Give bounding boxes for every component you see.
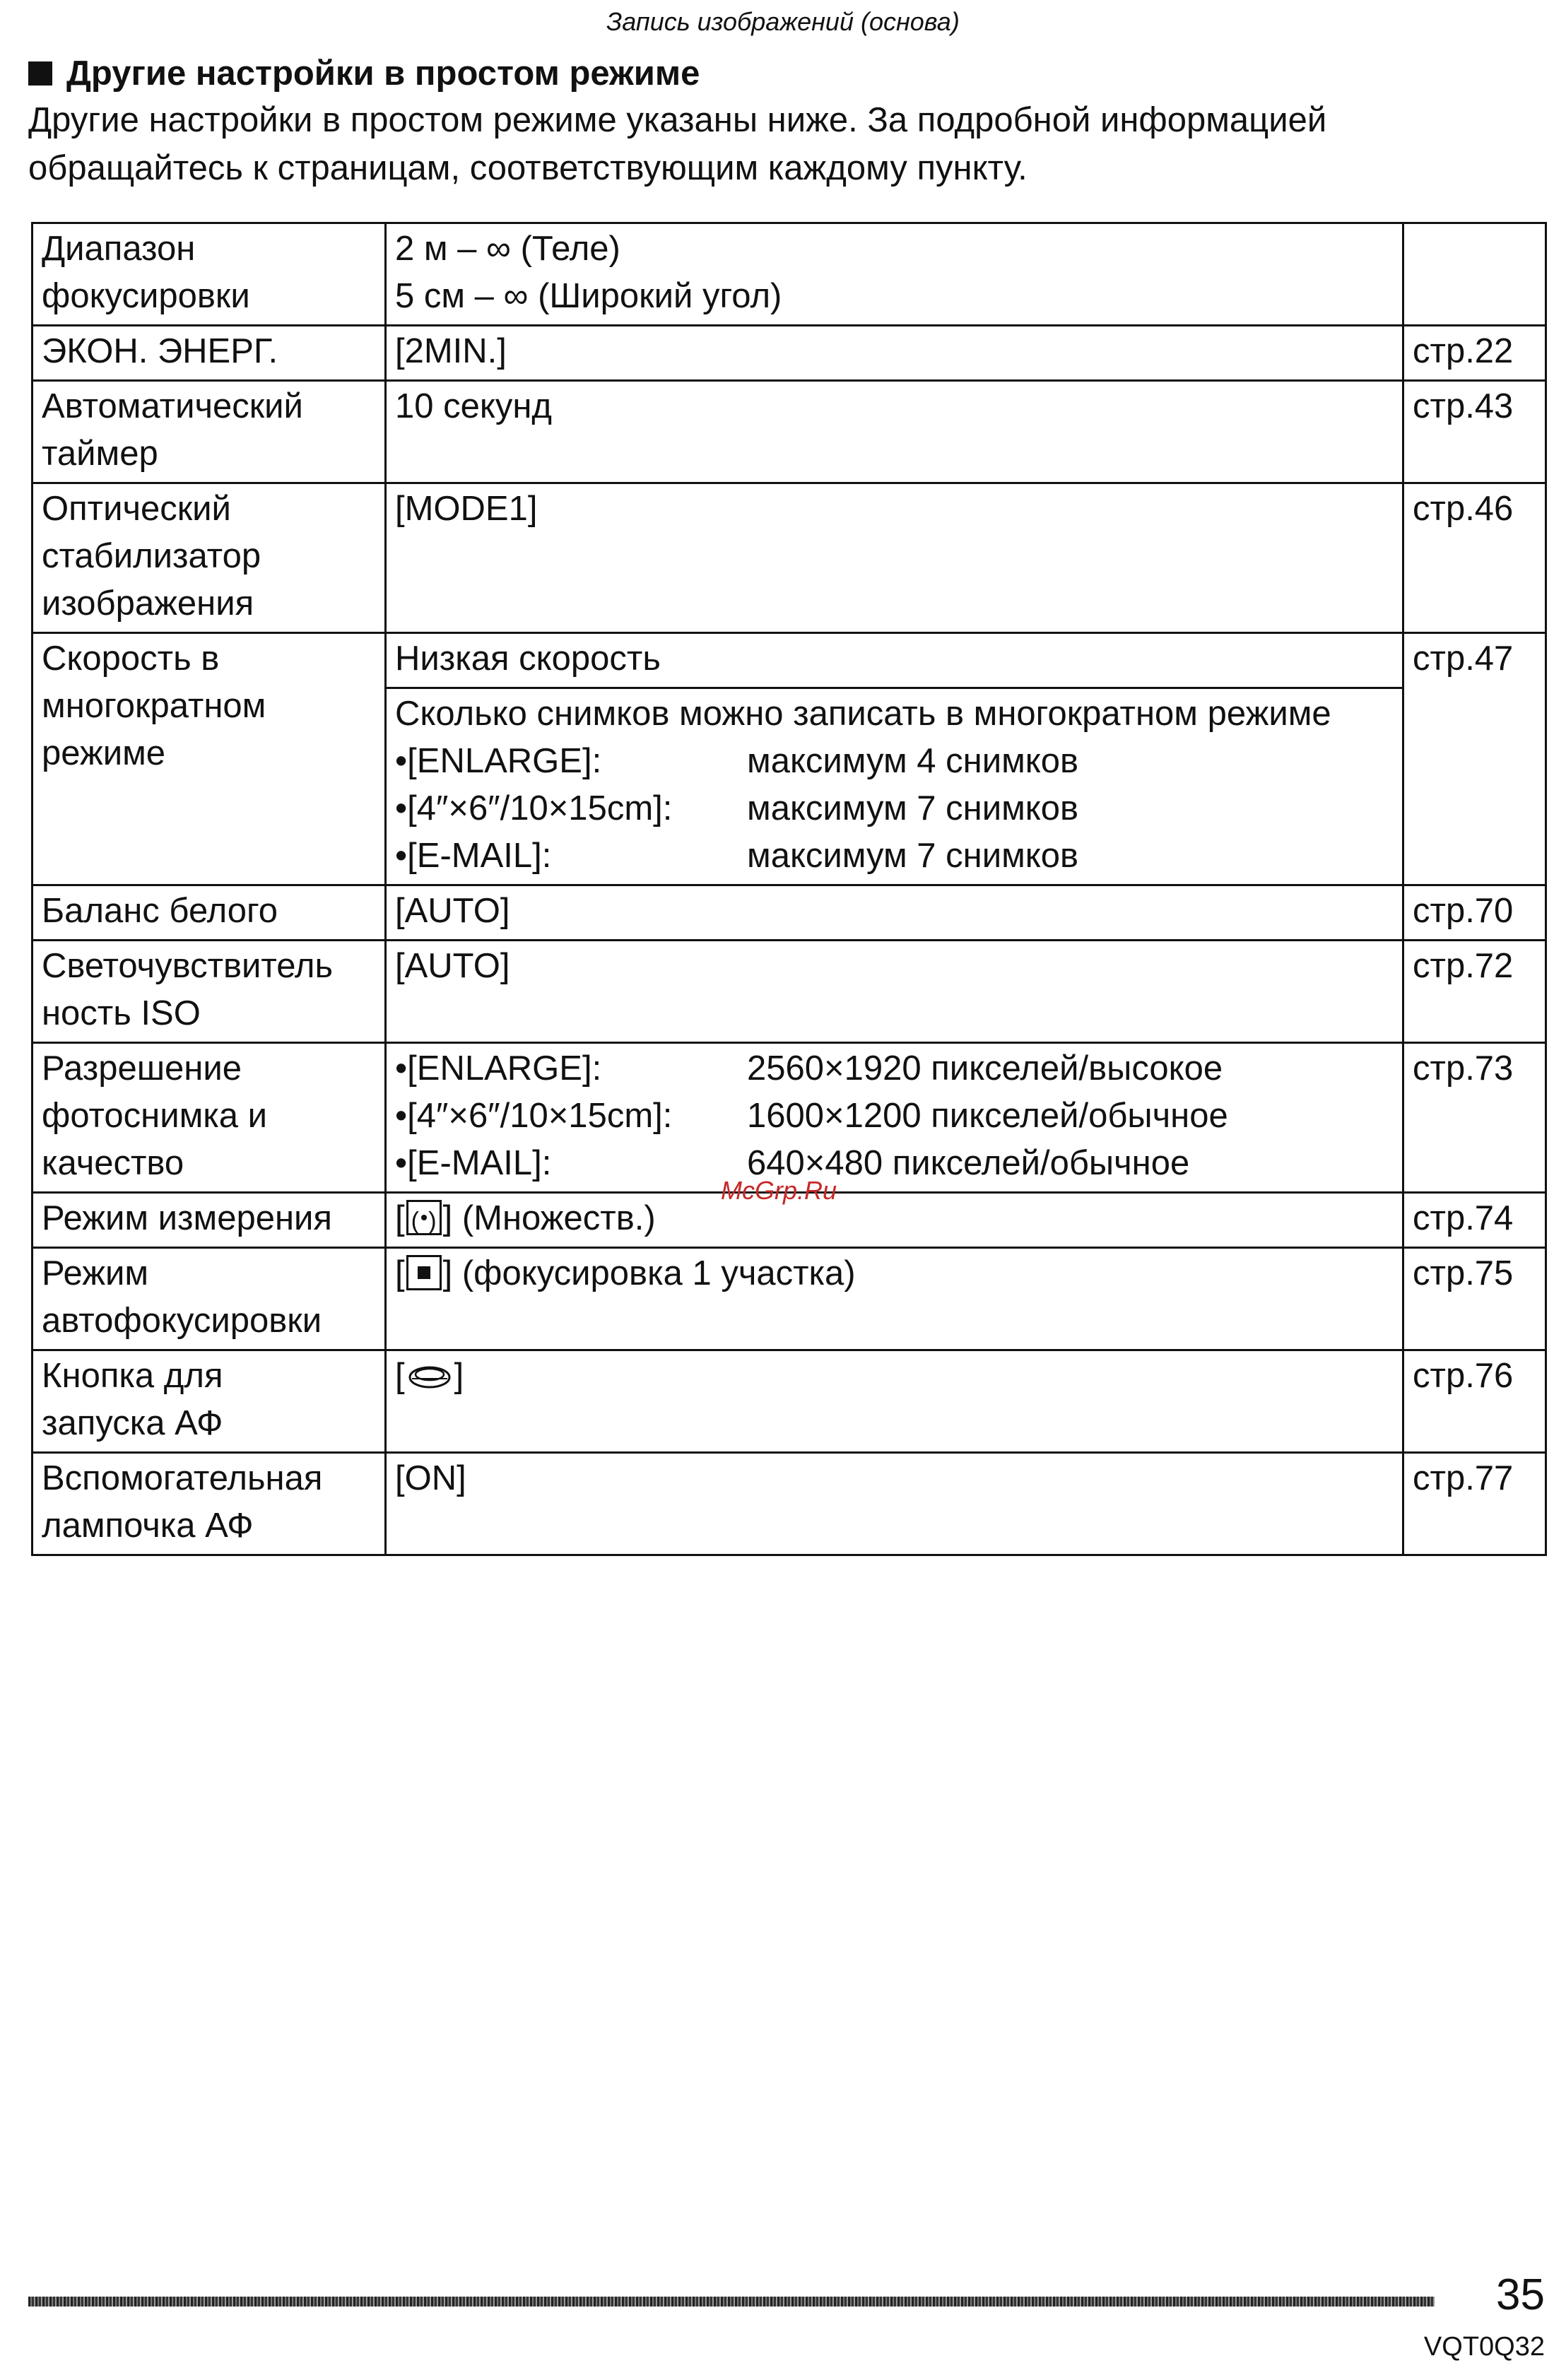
list-item-value: 1600×1200 пикселей/обычное xyxy=(747,1097,1228,1135)
table-row-af-button xyxy=(33,1350,1546,1453)
burst-list xyxy=(395,738,1394,880)
setting-name: Вспомогательная лампочка АФ xyxy=(33,1453,386,1555)
setting-value xyxy=(386,1043,1403,1193)
page-ref: стр.73 xyxy=(1403,1043,1546,1193)
setting-value: [ ] xyxy=(386,1350,1403,1453)
page-ref: стр.47 xyxy=(1403,633,1546,885)
page-ref: стр.46 xyxy=(1403,483,1546,633)
document-code: VQT0Q32 xyxy=(1423,2332,1545,2362)
page-ref: стр.76 xyxy=(1403,1350,1546,1453)
setting-value-detail xyxy=(386,688,1403,885)
setting-value: Низкая скорость xyxy=(386,633,1403,688)
setting-name: Скорость в многократном режиме xyxy=(33,633,386,885)
setting-value: [AUTO] xyxy=(386,941,1403,1043)
list-item-value: максимум 4 снимков xyxy=(747,742,1079,780)
one-area-focus-icon xyxy=(406,1255,442,1290)
list-item-label: •[ENLARGE]: xyxy=(395,1049,602,1088)
section-heading xyxy=(28,54,700,93)
page-ref: стр.72 xyxy=(1403,941,1546,1043)
setting-name: Светочувствитель ность ISO xyxy=(33,941,386,1043)
bullet-square-icon xyxy=(28,61,52,86)
setting-name: Автоматический таймер xyxy=(33,381,386,483)
page-ref: стр.43 xyxy=(1403,381,1546,483)
page-ref: стр.77 xyxy=(1403,1453,1546,1555)
table-row-power-save xyxy=(33,326,1546,381)
watermark: McGrp.Ru xyxy=(721,1176,837,1205)
shutter-button-icon xyxy=(405,1362,454,1393)
table-row-stabilizer xyxy=(33,483,1546,633)
setting-value: [MODE1] xyxy=(386,483,1403,633)
list-item-label: •[ENLARGE]: xyxy=(395,742,602,780)
setting-value: [ ] (фокусировка 1 участка) xyxy=(386,1248,1403,1350)
setting-value: [2MIN.] xyxy=(386,326,1403,381)
intro-paragraph: Другие настройки в простом режиме указаны ниже. За подробной информацией обращайтесь к страницам, соответствующим каждому пункту. xyxy=(28,101,1327,187)
burst-note: Сколько снимков можно записать в многократном режиме xyxy=(395,695,1331,733)
page-number: 35 xyxy=(1496,2270,1545,2319)
table-row-white-balance xyxy=(33,885,1546,941)
setting-name: ЭКОН. ЭНЕРГ. xyxy=(33,326,386,381)
setting-name: Баланс белого xyxy=(33,885,386,941)
list-item-value: 640×480 пикселей/обычное xyxy=(747,1144,1190,1182)
table-row-self-timer xyxy=(33,381,1546,483)
setting-value: 10 секунд xyxy=(386,381,1403,483)
setting-name: Оптический стабилизатор изображения xyxy=(33,483,386,633)
list-item-label: •[4″×6″/10×15cm]: xyxy=(395,789,673,827)
table-row-burst-speed xyxy=(33,633,1546,688)
footer-rule xyxy=(28,2297,1435,2307)
table-row-focus-range xyxy=(33,223,1546,326)
setting-value: [AUTO] xyxy=(386,885,1403,941)
list-item-label: •[4″×6″/10×15cm]: xyxy=(395,1097,673,1135)
table-row-af-mode xyxy=(33,1248,1546,1350)
page-ref: стр.22 xyxy=(1403,326,1546,381)
list-item-value: 2560×1920 пикселей/высокое xyxy=(747,1049,1223,1088)
table-row-iso xyxy=(33,941,1546,1043)
page-ref: стр.70 xyxy=(1403,885,1546,941)
page-ref: стр.75 xyxy=(1403,1248,1546,1350)
list-item-value: максимум 7 снимков xyxy=(747,789,1079,827)
setting-name: Кнопка для запуска АФ xyxy=(33,1350,386,1453)
setting-name: Режим измерения xyxy=(33,1193,386,1248)
list-item-value: максимум 7 снимков xyxy=(747,837,1079,875)
table-row-resolution xyxy=(33,1043,1546,1193)
resolution-list xyxy=(395,1045,1394,1187)
setting-name: Диапазон фокусировки xyxy=(33,223,386,326)
table-row-af-lamp xyxy=(33,1453,1546,1555)
multi-metering-icon: ( ) xyxy=(406,1200,442,1235)
running-header: Запись изображений (основа) xyxy=(606,7,960,36)
setting-value: [ ( ) ] (Множеств.) xyxy=(386,1193,1403,1248)
setting-value: 2 м – ∞ (Теле) 5 см – ∞ (Широкий угол) xyxy=(386,223,1403,326)
section-heading-text: Другие настройки в простом режиме xyxy=(66,54,700,93)
setting-name: Режим автофокусировки xyxy=(33,1248,386,1350)
setting-name: Разрешение фотоснимка и качество xyxy=(33,1043,386,1193)
page-ref: стр.74 xyxy=(1403,1193,1546,1248)
setting-value: [ON] xyxy=(386,1453,1403,1555)
list-item-label: •[E-MAIL]: xyxy=(395,837,552,875)
page-ref xyxy=(1403,223,1546,326)
list-item-label: •[E-MAIL]: xyxy=(395,1144,552,1182)
settings-table xyxy=(31,222,1547,1556)
